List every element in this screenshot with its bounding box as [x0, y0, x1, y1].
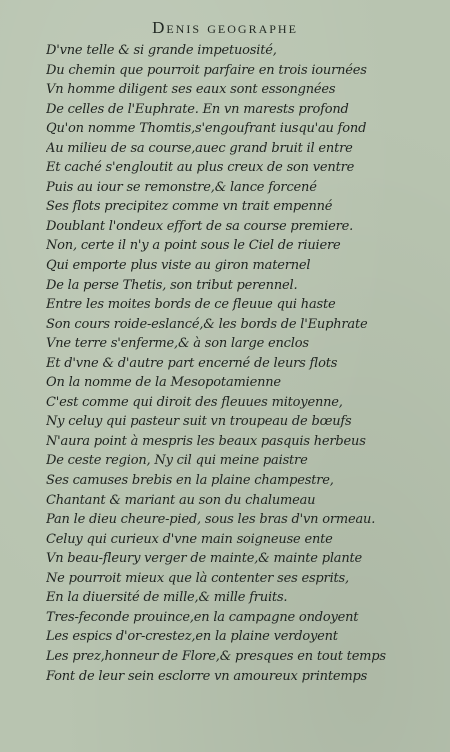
verse-line: De ceste region, Ny cil qui meine paistre: [46, 453, 308, 469]
verse-line: D'vne telle & si grande impetuosité,: [46, 43, 277, 58]
verse-line: Les prez,honneur de Flore,& presques en tout temps: [46, 648, 386, 664]
verse-line: Qu'on nomme Thomtis,s'engoufrant iusqu'au fond: [46, 121, 367, 137]
verse-line: Vn homme diligent ses eaux sont essongnées: [46, 82, 336, 98]
verse-line: Vn beau-fleury verger de mainte,& mainte plante: [46, 551, 363, 567]
verse-line: Ne pourroit mieux que là contenter ses esprits,: [46, 570, 349, 586]
verse-line: Celuy qui curieux d'vne main soigneuse ente: [46, 531, 333, 547]
verse-line: Non, certe il n'y a point sous le Ciel de riuiere: [46, 238, 341, 254]
verse-line: De celles de l'Euphrate. En vn marests profond: [46, 101, 349, 117]
verse-line: On la nomme de la Mesopotamienne: [46, 375, 281, 391]
verse-block: [46, 41, 431, 686]
verse-line: Pan le dieu cheure-pied, sous les bras d'vn ormeau.: [46, 512, 376, 528]
verse-line: C'est comme qui diroit des fleuues mitoyenne,: [46, 394, 343, 410]
verse-line: Au milieu de sa course,auec grand bruit il entre: [46, 140, 353, 156]
verse-line: Ny celuy qui pasteur suit vn troupeau de bœufs: [46, 414, 352, 430]
verse-line: De la perse Thetis, son tribut perennel.: [46, 277, 298, 293]
verse-line: Puis au iour se remonstre,& lance forcené: [46, 179, 317, 195]
verse-line: Doublant l'ondeux effort de sa course premiere.: [46, 218, 354, 234]
verse-line: Les espics d'or-crestez,en la plaine verdoyent: [46, 629, 338, 645]
verse-line: Et caché s'engloutit au plus creux de son ventre: [46, 160, 355, 176]
verse-line: Chantant & mariant au son du chalumeau: [46, 492, 316, 508]
verse-line: Entre les moites bords de ce fleuue qui haste: [46, 297, 336, 313]
verse-line: Tres-feconde prouince,en la campagne ondoyent: [46, 609, 359, 625]
verse-line: Font de leur sein esclorre vn amoureux printemps: [46, 668, 368, 684]
verse-line: Ses flots precipitez comme vn trait empenné: [46, 199, 333, 215]
verse-line: N'aura point à mespris les beaux pasquis herbeus: [46, 433, 366, 449]
verse-line: Du chemin que pourroit parfaire en trois iournées: [46, 62, 367, 78]
verse-line: Ses camuses brebis en la plaine champestre,: [46, 473, 334, 489]
verse-line: Qui emporte plus viste au giron maternel: [46, 258, 311, 274]
running-head: Denis geographe: [152, 18, 298, 37]
verse-line: Et d'vne & d'autre part encerné de leurs flots: [46, 355, 338, 371]
verse-line: Vne terre s'enferme,& à son large enclos: [46, 336, 309, 352]
verse-line: Son cours roide-eslancé,& les bords de l'Euphrate: [46, 316, 368, 332]
verse-line: En la diuersité de mille,& mille fruits.: [46, 590, 288, 606]
